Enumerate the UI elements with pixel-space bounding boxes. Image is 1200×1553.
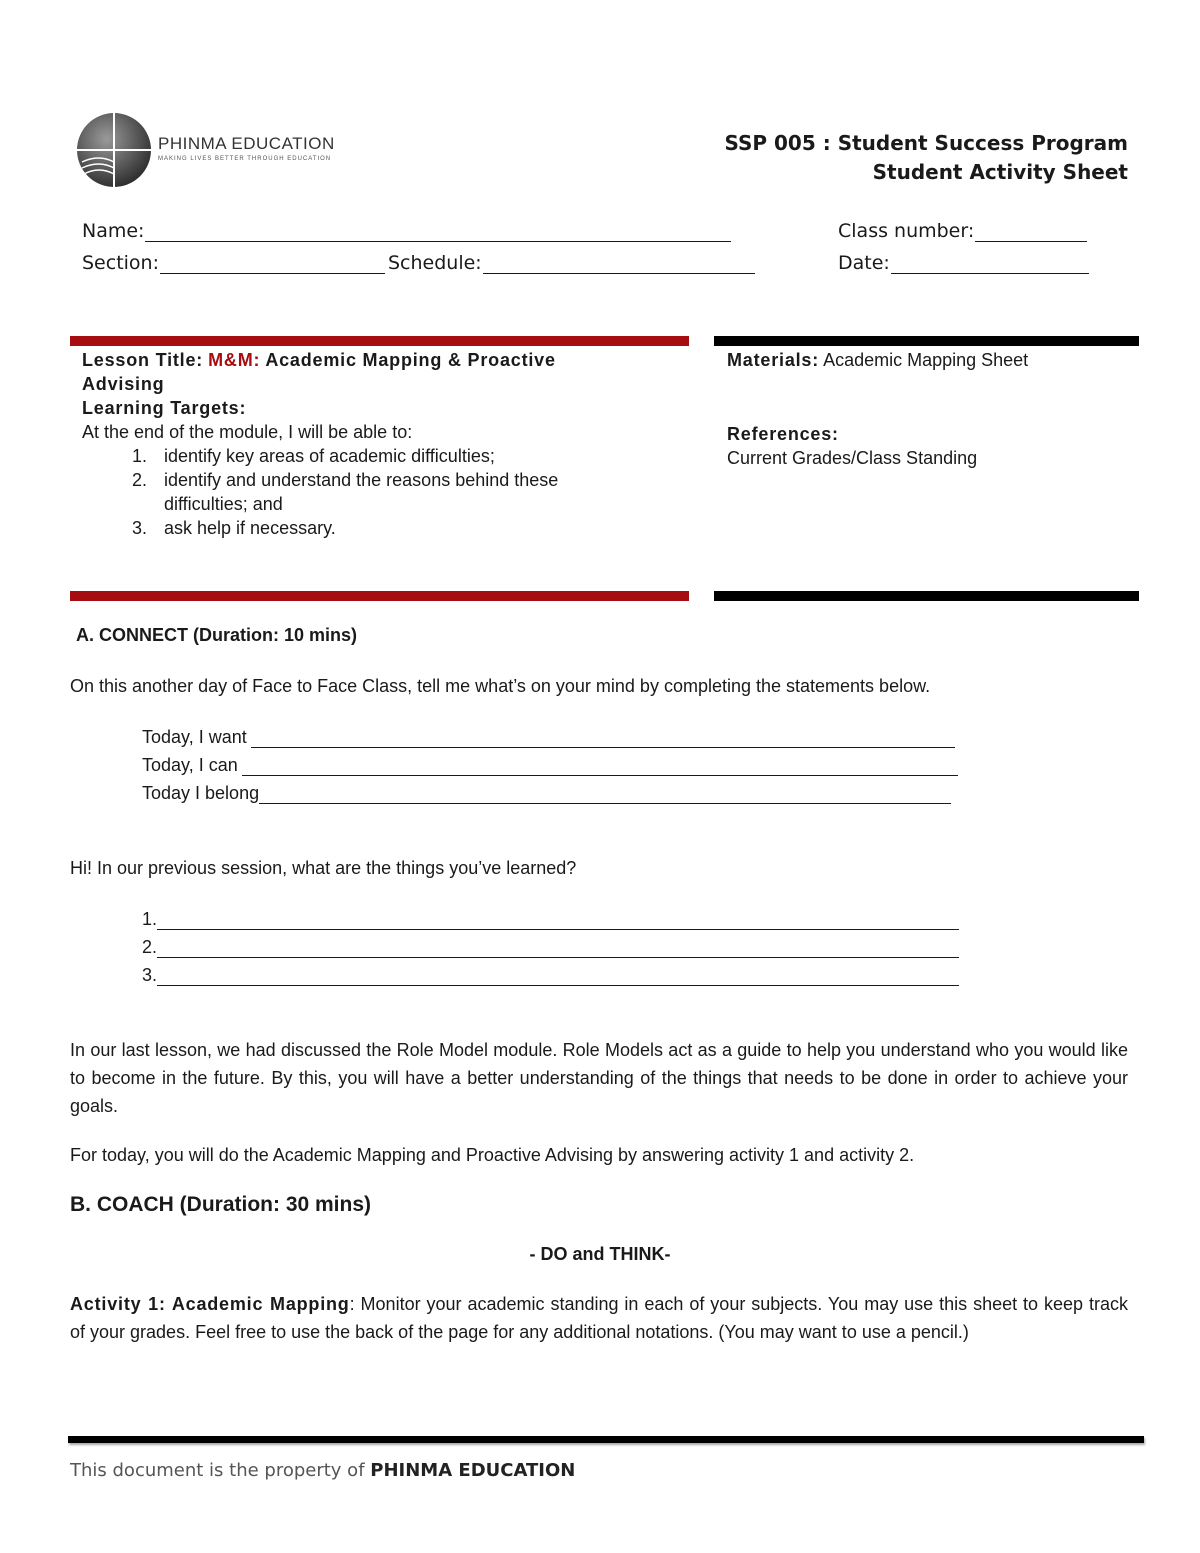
references-label: References: (727, 424, 839, 444)
answer-line[interactable] (242, 759, 958, 776)
answer-line[interactable] (259, 787, 951, 804)
lesson-top-bar (70, 336, 689, 346)
lesson-bottom-bar (70, 591, 689, 601)
class-number-line[interactable] (975, 223, 1087, 242)
list-item: 2. identify and understand the reasons behind these difficulties; and (152, 468, 622, 516)
footer-owner: PHINMA EDUCATION (370, 1460, 576, 1481)
section-label: Section: (82, 252, 159, 274)
lesson-title-text: Academic Mapping & Proactive Advising (82, 350, 556, 394)
materials-label: Materials: (727, 350, 820, 370)
schedule-field[interactable] (388, 252, 755, 274)
learned-row[interactable] (142, 930, 959, 958)
list-item: 3. ask help if necessary. (152, 516, 622, 540)
course-title: SSP 005 : Student Success Program (724, 131, 1128, 155)
section-field[interactable] (82, 252, 385, 274)
schedule-line[interactable] (483, 255, 755, 274)
footer-text (70, 1460, 575, 1481)
materials-top-bar (714, 336, 1139, 346)
learning-targets-intro: At the end of the module, I will be able to: (82, 422, 413, 442)
class-number-field[interactable] (838, 220, 1087, 242)
lesson-title-mm: M&M: (208, 350, 261, 370)
references-value: Current Grades/Class Standing (727, 448, 978, 468)
connect-intro: On this another day of Face to Face Class, tell me what’s on your mind by completing the statements below. (70, 676, 931, 696)
lesson-title (82, 348, 622, 396)
answer-line[interactable] (157, 913, 959, 930)
previous-session-question: Hi! In our previous session, what are the things you’ve learned? (70, 858, 577, 878)
today-prompts (142, 720, 958, 804)
learned-list (142, 902, 959, 986)
coach-heading: B. COACH (Duration: 30 mins) (70, 1193, 372, 1216)
activity-1-text: : Monitor your academic standing in each of your subjects. You may use this sheet to keep track of your grades. Feel free to use the back of the page for any additional notations. (You may want to use a pencil.) (70, 1294, 1128, 1342)
learning-targets-label: Learning Targets: (82, 398, 247, 418)
name-line[interactable] (145, 223, 731, 242)
activity-1-label: Activity 1: Academic Mapping (70, 1294, 350, 1314)
do-think-heading: - DO and THINK- (529, 1244, 671, 1264)
connect-heading: A. CONNECT (Duration: 10 mins) (76, 625, 358, 645)
name-field[interactable] (82, 220, 731, 242)
materials-panel (727, 348, 1127, 470)
footer-rule (68, 1436, 1144, 1443)
prompt-label: Today, I want (142, 727, 247, 747)
learned-row[interactable] (142, 958, 959, 986)
prompt-label: Today, I can (142, 755, 238, 775)
row-number: 2. (142, 937, 158, 957)
section-line[interactable] (160, 255, 385, 274)
footer-prefix: This document is the property of (70, 1460, 371, 1481)
row-number: 3. (142, 965, 158, 985)
answer-line[interactable] (157, 969, 959, 986)
logo-brand: PHINMA EDUCATION (158, 134, 335, 153)
logo-tagline: MAKING LIVES BETTER THROUGH EDUCATION (158, 156, 332, 162)
prompt-row[interactable] (142, 720, 958, 748)
learning-targets-list (82, 444, 622, 540)
prompt-row[interactable] (142, 776, 958, 804)
today-paragraph: For today, you will do the Academic Mapping and Proactive Advising by answering activity 1 and activity 2. (70, 1145, 915, 1165)
lesson-title-label: Lesson Title: (82, 350, 204, 370)
role-model-paragraph: In our last lesson, we had discussed the Role Model module. Role Models act as a guide to help you understand who you would like to become in the future. By this, you will have a better understanding of the things that needs to be done in order to achieve your goals. (70, 1040, 1128, 1116)
activity-1-paragraph (70, 1290, 1128, 1346)
materials-value: Academic Mapping Sheet (823, 350, 1029, 370)
learned-row[interactable] (142, 902, 959, 930)
sheet-title: Student Activity Sheet (872, 160, 1128, 184)
lesson-panel (82, 348, 622, 540)
prompt-row[interactable] (142, 748, 958, 776)
answer-line[interactable] (157, 941, 959, 958)
date-line[interactable] (891, 255, 1089, 274)
answer-line[interactable] (251, 731, 955, 748)
list-item: 1. identify key areas of academic difficulties; (152, 444, 622, 468)
date-label: Date: (838, 252, 890, 274)
class-number-label: Class number: (838, 220, 975, 242)
name-label: Name: (82, 220, 145, 242)
materials-bottom-bar (714, 591, 1139, 601)
prompt-label: Today I belong (142, 783, 260, 803)
date-field[interactable] (838, 252, 1089, 274)
schedule-label: Schedule: (388, 252, 482, 274)
row-number: 1. (142, 909, 158, 929)
